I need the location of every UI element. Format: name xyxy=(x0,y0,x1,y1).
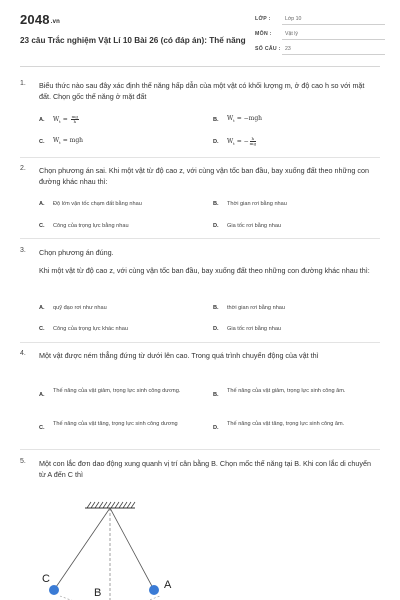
meta-grade: LỚP : Lớp 10 xyxy=(255,14,385,25)
label-c: C xyxy=(42,573,50,585)
question-text: Chọn phương án đúng. xyxy=(39,248,114,257)
question-4: 4. Một vật được ném thẳng đứng từ dưới lên cao. Trong quá trình chuyển động của vật thì A. Thế năng của vật giảm, trọng lực sinh công dương. B. Thế năng của vật giảm, trọng lực sinh công âm. C. Thế năng của vật tăng, trọng lực sinh công dương D. Thế năng của vật tăng, trọng lực sinh công âm. xyxy=(20,350,380,450)
question-text: Một vật được ném thẳng đứng từ dưới lên cao. Trong quá trình chuyển động của vật thì xyxy=(39,351,319,360)
label-b: B xyxy=(94,587,102,599)
question-text: Biểu thức nào sau đây xác định thế năng hấp dẫn của một vật có khối lượng m, ở độ cao h so với mặt đất. Chọn gốc thế năng ở mặt đất xyxy=(39,81,365,101)
pendulum-string-c xyxy=(54,508,110,590)
pendulum-diagram xyxy=(20,490,220,600)
page-title: 23 câu Trắc nghiệm Vật Lí 10 Bài 26 (có đáp án): Thế năng xyxy=(20,36,246,45)
pendulum-string-a xyxy=(110,508,154,590)
meta-subject: MÔN : Vật lý xyxy=(255,29,385,40)
question-divider xyxy=(20,157,380,158)
question-text-2: Khi một vật từ độ cao z, với cùng vận tốc ban đầu, bay xuống đất theo những con đường khác nhau thì: xyxy=(39,266,370,275)
question-divider xyxy=(20,449,380,450)
question-5: 5. Một con lắc đơn dao động xung quanh vị trí cân bằng B. Chọn mốc thế năng tại B. Khi con lắc di chuyển từ A đến C thì xyxy=(20,458,380,488)
question-1: 1. Biểu thức nào sau đây xác định thế năng hấp dẫn của một vật có khối lượng m, ở độ cao h so với mặt đất. Chọn gốc thế năng ở mặt đất A. $W_t$ = $\frac{mg}{h}$ B. $W_t = -mgh$ C. $W_t$ = mgh D. $W_t$ = − $\frac{h}{mg}$ xyxy=(20,80,380,160)
header-divider xyxy=(20,66,380,67)
page-header xyxy=(0,0,400,68)
pendulum-bob-a xyxy=(149,585,159,595)
label-a: A xyxy=(164,579,172,591)
question-divider xyxy=(20,342,380,343)
question-2: 2. Chọn phương án sai. Khi một vật từ độ cao z, với cùng vận tốc ban đầu, bay xuống đất theo những con đường khác nhau thì: A. Độ lớn vận tốc chạm đất bằng nhau B. Thời gian rơi bằng nhau C. Công của trọng lực bằng nhau D. Gia tốc rơi bằng nhau xyxy=(20,165,380,240)
question-3: 3. Chọn phương án đúng. Khi một vật từ độ cao z, với cùng vận tốc ban đầu, bay xuống đất theo những con đường khác nhau thì: A. quỹ đạo rơi như nhau B. thời gian rơi bằng nhau C. Công của trọng lực khác nhau D. Gia tốc rơi bằng nhau xyxy=(20,247,380,342)
site-logo[interactable]: 2048.vn xyxy=(20,12,61,27)
question-divider xyxy=(20,238,380,239)
meta-question-count: SỐ CÂU : 23 xyxy=(255,44,385,55)
pendulum-bob-c xyxy=(49,585,59,595)
question-text: Chọn phương án sai. Khi một vật từ độ cao z, với cùng vận tốc ban đầu, bay xuống đất theo những con đường khác nhau thì: xyxy=(39,166,369,186)
question-text: Một con lắc đơn dao động xung quanh vị trí cân bằng B. Chọn mốc thế năng tại B. Khi con lắc di chuyển từ A đến C thì xyxy=(39,459,371,479)
